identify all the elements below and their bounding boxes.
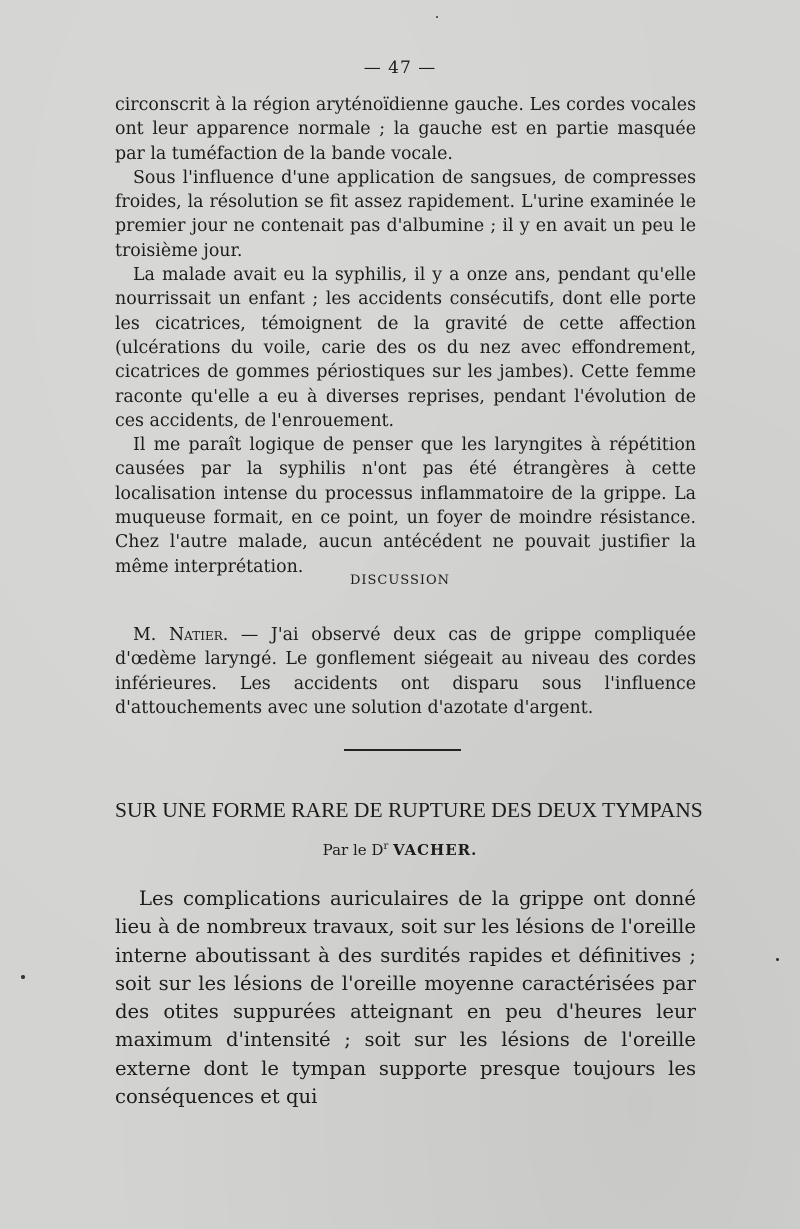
discussion-heading: DISCUSSION [349,573,451,588]
discussion-body: — J'ai observé deux cas de grippe compliquée d'œdème laryngé. Le gonflement siégeait au niveau des cordes inférieures. Les accidents ont disparu sous l'influence d'attouchements avec une solution d'azotate d'argent. [115,625,696,718]
discussion-text [115,623,696,720]
byline-prefix: Par le D [322,841,384,859]
paragraph: Il me paraît logique de penser que les laryngites à répétition causées par la syphilis n'ont pas été étrangères à cette localisation intense du processus inflammatoire de la grippe. La muqueuse formait, en ce point, un foyer de moindre résistance. Chez l'autre malade, aucun antécédent ne pouvait justifier la même interprétation. [115,435,696,577]
body-text-top [115,93,696,579]
byline [0,841,800,859]
article-paragraph: Les complications auriculaires de la grippe ont donné lieu à de nombreux travaux, soit sur les lésions de l'oreille interne aboutissant à des surdités rapides et définitives ; soit sur les lésions de l'oreille moyenne caractérisées par des otites suppurées atteignant en peu d'heures leur maximum d'intensité ; soit sur les lésions de l'oreille externe dont le tympan supporte presque toujours les conséquences et qui [115,887,696,1109]
paragraph: circonscrit à la région aryténoïdienne gauche. Les cordes vocales ont leur apparence normale ; la gauche est en partie masquée par la tuméfaction de la bande vocale. [115,95,696,164]
paragraph: Sous l'influence d'une application de sangsues, de compresses froides, la résolution se fit assez rapidement. L'urine examinée le premier jour ne contenait pas d'albumine ; il y en avait un peu le troisième jour. [115,167,696,261]
ink-speck [21,975,25,979]
paragraph: La malade avait eu la syphilis, il y a onze ans, pendant qu'elle nourrissait un enfant ; les accidents consécutifs, dont elle porte les cicatrices, témoignent de la gravité de cette affection (ulcérations du voile, carie des os du nez avec effondrement, cicatrices de gommes périostiques sur les jambes). Cette femme raconte qu'elle a eu à diverses reprises, pendant l'évolution de ces accidents, de l'enrouement. [115,265,696,431]
ink-speck [776,958,779,961]
discussion-paragraph [115,623,696,720]
section-divider [344,749,461,751]
speaker-name: M. Natier. [133,625,229,645]
author-name: VACHER. [393,841,478,859]
page-number: — 47 — [363,58,437,78]
byline-sup: r [383,841,389,852]
article-body [115,885,696,1111]
ink-speck [436,16,438,18]
article-title: SUR UNE FORME RARE DE RUPTURE DES DEUX TYMPANS [115,798,703,822]
